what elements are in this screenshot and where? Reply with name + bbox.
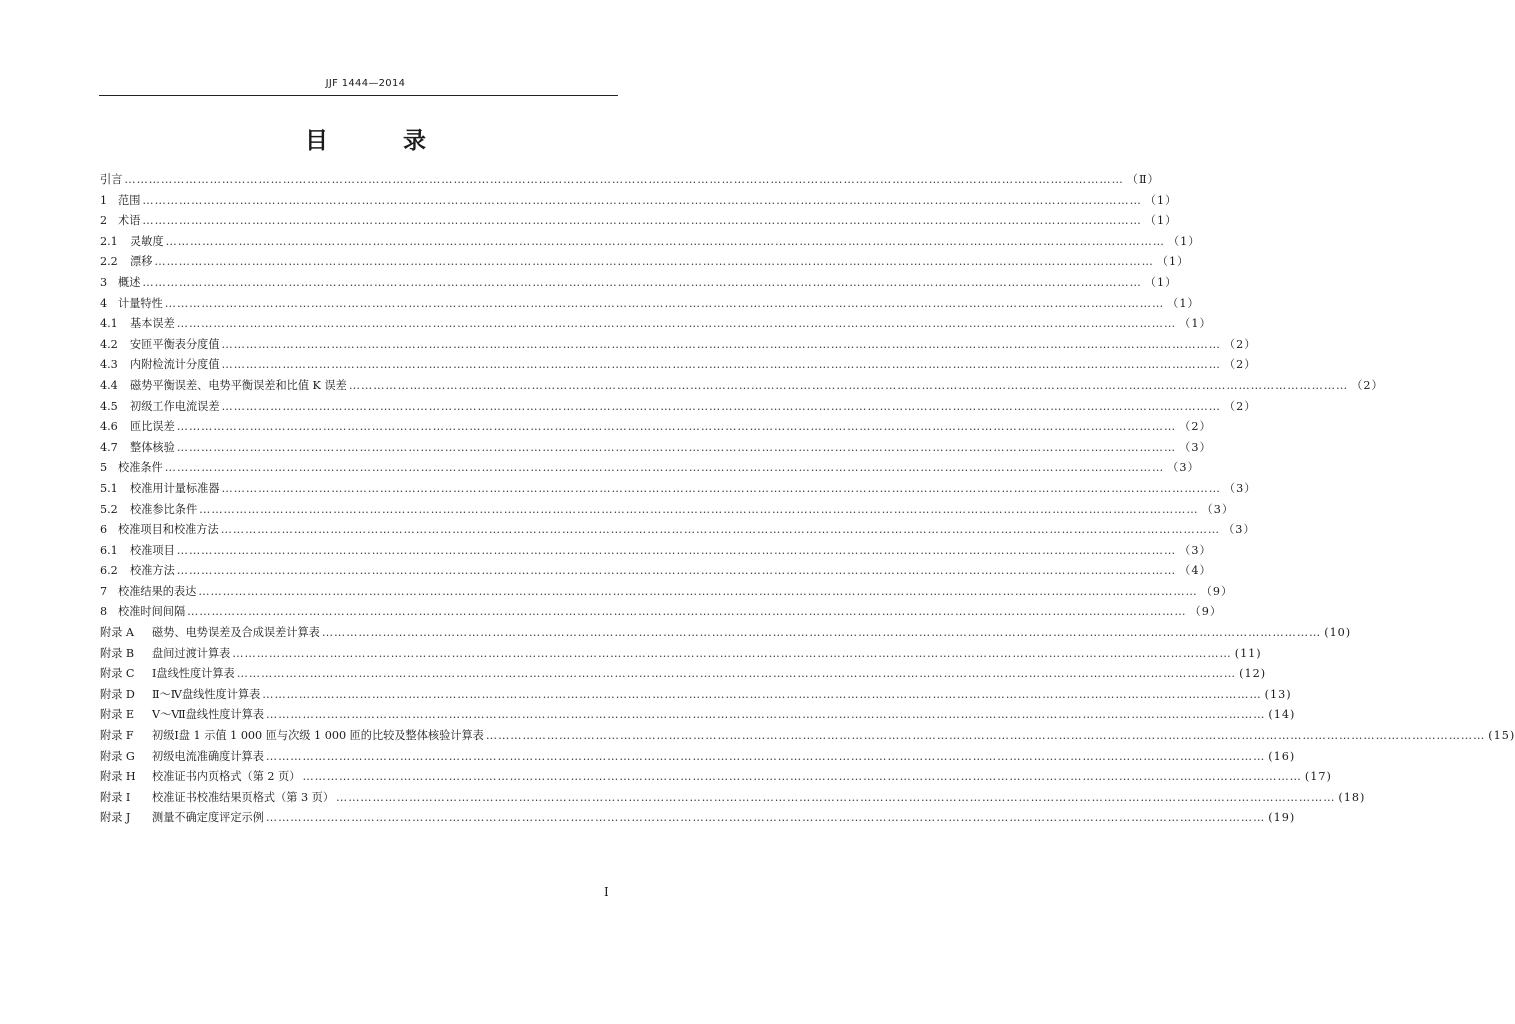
toc-dot-leader: ………………………………………………………………………………………………………………………………………………………………………………………………………………………… (336, 790, 1336, 804)
toc-entry-number: 附录 B (100, 646, 135, 660)
toc-entry-number: 2.2 (100, 255, 118, 269)
toc-entry (100, 211, 1178, 232)
toc-entry-number: 附录 I (100, 790, 131, 804)
toc-entry-label: 灵敏度 (130, 234, 164, 248)
toc-entry-label: 校准方法 (130, 564, 175, 578)
toc-entry-number: 4.3 (100, 358, 118, 372)
toc-entry (100, 170, 1160, 191)
toc-entry-number: 附录 F (100, 729, 134, 743)
toc-entry-label: 计量特性 (118, 296, 163, 310)
toc-entry-page: （3） (1179, 543, 1212, 557)
toc-entry-label: 校准证书校准结果页格式（第 3 页） (152, 790, 335, 804)
toc-entry (100, 273, 1178, 294)
toc-entry (100, 232, 1201, 253)
toc-entry (100, 458, 1200, 479)
toc-entry-label: 基本误差 (130, 317, 175, 331)
toc-entry-label: 初级工作电流误差 (130, 399, 220, 413)
toc-entry (100, 747, 1296, 768)
toc-entry-label: Ⅰ盘线性度计算表 (152, 667, 235, 681)
toc-entry (100, 520, 1256, 541)
toc-entry-page: （1） (1144, 193, 1178, 207)
toc-entry-label: 磁势平衡误差、电势平衡误差和比值 K 误差 (130, 378, 347, 392)
toc-entry-number: 4.6 (100, 420, 118, 434)
toc-entry-page: （3） (1223, 481, 1257, 495)
toc-entry (100, 664, 1267, 685)
toc-entry-page: （9） (1189, 605, 1223, 619)
toc-entry-label: 校准证书内页格式（第 2 页） (152, 770, 301, 784)
standard-code-header: JJF 1444—2014 (325, 78, 406, 89)
toc-entry (100, 335, 1257, 356)
toc-entry (100, 602, 1223, 623)
toc-entry-number: 附录 G (100, 749, 135, 763)
toc-dot-leader: ………………………………………………………………………………………………………………………………………………………………………………………………………………………… (176, 440, 1177, 454)
toc-entry-number: 4.4 (100, 378, 118, 392)
toc-dot-leader: ………………………………………………………………………………………………………………………………………………………………………………………………………………………… (187, 605, 1187, 619)
toc-entry-label: 概述 (118, 275, 141, 289)
toc-entry (100, 479, 1257, 500)
toc-dot-leader: ………………………………………………………………………………………………………………………………………………………………………………………………………………………… (221, 481, 1221, 495)
toc-entry-page: （1） (1167, 296, 1200, 310)
toc-entry (100, 788, 1366, 809)
toc-entry (100, 500, 1235, 521)
toc-entry-page: (16) (1268, 749, 1296, 763)
toc-entry-page: （2） (1179, 420, 1212, 434)
toc-dot-leader: ………………………………………………………………………………………………………………………………………………………………………………………………………………………… (142, 275, 1142, 289)
toc-entry-number: 2 (100, 214, 108, 228)
toc-entry-page: （2） (1223, 358, 1257, 372)
toc-entry-page: (11) (1234, 646, 1262, 660)
toc-entry-label: 校准用计量标准器 (130, 481, 220, 495)
toc-entry-label: 初级Ⅰ盘 1 示值 1 000 匝与次级 1 000 匝的比较及整体核验计算表 (152, 729, 484, 743)
toc-entry-number: 4.7 (100, 440, 118, 454)
toc-dot-leader: ………………………………………………………………………………………………………………………………………………………………………………………………………………………… (236, 667, 1237, 681)
toc-entry-label: 术语 (118, 214, 141, 228)
toc-entry-number: 5 (100, 461, 108, 475)
toc-dot-leader: ………………………………………………………………………………………………………………………………………………………………………………………………………………………… (165, 234, 1165, 248)
toc-entry-page: （Ⅱ） (1126, 173, 1160, 186)
toc-entry-page: （2） (1223, 337, 1257, 351)
toc-entry-label: 校准时间间隔 (118, 605, 186, 619)
toc-entry-page: (14) (1268, 708, 1296, 722)
toc-entry (100, 294, 1200, 315)
toc-entry (100, 561, 1212, 582)
toc-entry-number: 5.1 (100, 481, 118, 495)
toc-entry-label: 校准项目和校准方法 (118, 523, 219, 537)
toc-dot-leader: ………………………………………………………………………………………………………………………………………………………………………………………………………………………… (176, 317, 1177, 331)
toc-entry (100, 685, 1292, 706)
toc-entry-page: (13) (1264, 687, 1292, 701)
toc-entry-label: 盘间过渡计算表 (152, 646, 231, 660)
toc-entry-number: 8 (100, 605, 108, 619)
toc-entry (100, 582, 1234, 603)
toc-entry-page: （3） (1201, 502, 1235, 516)
toc-entry-number: 6.2 (100, 564, 118, 578)
toc-entry-label: 内附检流计分度值 (130, 358, 220, 372)
toc-entry-page: （3） (1223, 523, 1256, 537)
toc-entry (100, 644, 1262, 665)
toc-entry-label: 整体核验 (130, 440, 175, 454)
toc-entry-number: 4.5 (100, 399, 118, 413)
toc-dot-leader: ………………………………………………………………………………………………………………………………………………………………………………………………………………………… (265, 749, 1266, 763)
toc-dot-leader: ………………………………………………………………………………………………………………………………………………………………………………………………………………………… (221, 358, 1221, 372)
toc-entry-number: 3 (100, 275, 108, 289)
toc-entry-page: (15) (1488, 729, 1515, 743)
toc-dot-leader: ………………………………………………………………………………………………………………………………………………………………………………………………………………………… (220, 523, 1221, 537)
toc-dot-leader: ………………………………………………………………………………………………………………………………………………………………………………………………………………………… (198, 584, 1198, 598)
toc-dot-leader: ………………………………………………………………………………………………………………………………………………………………………………………………………………………… (164, 296, 1165, 310)
toc-dot-leader: ………………………………………………………………………………………………………………………………………………………………………………………………………………………… (176, 420, 1177, 434)
toc-entry-number: 6 (100, 523, 108, 537)
toc-entry-number: 附录 H (100, 770, 136, 784)
toc-entry-number: 6.1 (100, 543, 118, 557)
toc-entry-page: (17) (1304, 770, 1332, 784)
toc-entry-number: 4.2 (100, 337, 118, 351)
toc-entry (100, 438, 1212, 459)
toc-entry (100, 541, 1212, 562)
toc-entry-number: 5.2 (100, 502, 118, 516)
toc-entry-label: 校准条件 (118, 461, 163, 475)
toc-dot-leader: ………………………………………………………………………………………………………………………………………………………………………………………………………………………… (262, 687, 1262, 701)
toc-entry-page: (10) (1324, 626, 1352, 640)
toc-dot-leader: ………………………………………………………………………………………………………………………………………………………………………………………………………………………… (164, 461, 1165, 475)
toc-entry-number: 附录 E (100, 708, 135, 722)
toc-entry (100, 705, 1296, 726)
toc-dot-leader: ………………………………………………………………………………………………………………………………………………………………………………………………………………………… (266, 708, 1266, 722)
toc-dot-leader: ………………………………………………………………………………………………………………………………………………………………………………………………………………………… (232, 646, 1232, 660)
toc-entry-page: （1） (1144, 275, 1178, 289)
toc-entry-label: 磁势、电势误差及合成误差计算表 (152, 626, 320, 640)
toc-entry-label: 漂移 (130, 255, 153, 269)
table-of-contents (100, 170, 1515, 829)
toc-entry-page: (19) (1268, 811, 1296, 825)
toc-entry-label: Ⅴ～Ⅶ盘线性度计算表 (152, 708, 265, 722)
header-rule (99, 95, 618, 96)
toc-entry-number: 4.1 (100, 317, 118, 331)
toc-entry-page: （1） (1179, 317, 1212, 331)
toc-dot-leader: ………………………………………………………………………………………………………………………………………………………………………………………………………………………… (142, 193, 1142, 207)
toc-dot-leader: ………………………………………………………………………………………………………………………………………………………………………………………………………………………… (221, 399, 1221, 413)
toc-entry-number: 4 (100, 296, 108, 310)
toc-entry-label: 校准项目 (130, 543, 175, 557)
toc-entry-label: 校准参比条件 (130, 502, 198, 516)
toc-dot-leader: ………………………………………………………………………………………………………………………………………………………………………………………………………………………… (485, 729, 1486, 743)
toc-entry-label: 初级电流准确度计算表 (152, 749, 264, 763)
toc-title: 目 录 (305, 128, 452, 154)
toc-entry-label: 引言 (100, 173, 123, 186)
toc-dot-leader: ………………………………………………………………………………………………………………………………………………………………………………………………………………………… (321, 626, 1322, 640)
toc-entry-page: （4） (1179, 564, 1212, 578)
toc-entry (100, 808, 1296, 829)
toc-dot-leader: ………………………………………………………………………………………………………………………………………………………………………………………………………………………… (265, 811, 1266, 825)
toc-entry-label: 安匝平衡表分度值 (130, 337, 220, 351)
toc-entry (100, 376, 1384, 397)
toc-dot-leader: ………………………………………………………………………………………………………………………………………………………………………………………………………………………… (176, 543, 1177, 557)
toc-dot-leader: ………………………………………………………………………………………………………………………………………………………………………………………………………………………… (124, 173, 1124, 186)
toc-entry-page: （1） (1144, 214, 1178, 228)
toc-entry-number: 附录 J (100, 811, 131, 825)
toc-dot-leader: ………………………………………………………………………………………………………………………………………………………………………………………………………………………… (176, 564, 1177, 578)
toc-entry-page: （1） (1167, 234, 1201, 248)
toc-entry (100, 623, 1352, 644)
toc-entry-page: （9） (1200, 584, 1234, 598)
toc-entry-label: 校准结果的表达 (118, 584, 197, 598)
toc-entry-page: （1） (1156, 255, 1190, 269)
toc-entry-number: 7 (100, 584, 108, 598)
toc-entry-page: （2） (1223, 399, 1257, 413)
toc-dot-leader: ………………………………………………………………………………………………………………………………………………………………………………………………………………………… (142, 214, 1142, 228)
page-number: I (604, 885, 609, 899)
toc-entry-page: （3） (1167, 461, 1200, 475)
toc-entry-page: (18) (1338, 790, 1366, 804)
toc-entry-page: （2） (1351, 378, 1384, 392)
toc-entry-label: 匝比误差 (130, 420, 175, 434)
toc-entry-label: 测量不确定度评定示例 (152, 811, 264, 825)
toc-entry-number: 1 (100, 193, 108, 207)
toc-entry-number: 附录 C (100, 667, 135, 681)
toc-entry-label: 范围 (118, 193, 141, 207)
toc-entry-label: Ⅱ～Ⅳ盘线性度计算表 (152, 687, 261, 701)
toc-entry-page: （3） (1179, 440, 1212, 454)
toc-entry (100, 191, 1178, 212)
toc-entry (100, 252, 1190, 273)
toc-entry (100, 314, 1212, 335)
toc-entry (100, 355, 1257, 376)
toc-dot-leader: ………………………………………………………………………………………………………………………………………………………………………………………………………………………… (302, 770, 1302, 784)
toc-entry-page: (12) (1239, 667, 1267, 681)
toc-entry (100, 767, 1332, 788)
toc-entry (100, 726, 1515, 747)
toc-dot-leader: ………………………………………………………………………………………………………………………………………………………………………………………………………………………… (199, 502, 1199, 516)
toc-entry-number: 附录 A (100, 626, 135, 640)
toc-dot-leader: ………………………………………………………………………………………………………………………………………………………………………………………………………………………… (221, 337, 1221, 351)
toc-entry-number: 附录 D (100, 687, 135, 701)
toc-entry-number: 2.1 (100, 234, 118, 248)
toc-entry (100, 397, 1257, 418)
toc-entry (100, 417, 1212, 438)
toc-dot-leader: ………………………………………………………………………………………………………………………………………………………………………………………………………………………… (348, 378, 1349, 392)
toc-dot-leader: ………………………………………………………………………………………………………………………………………………………………………………………………………………………… (154, 255, 1154, 269)
